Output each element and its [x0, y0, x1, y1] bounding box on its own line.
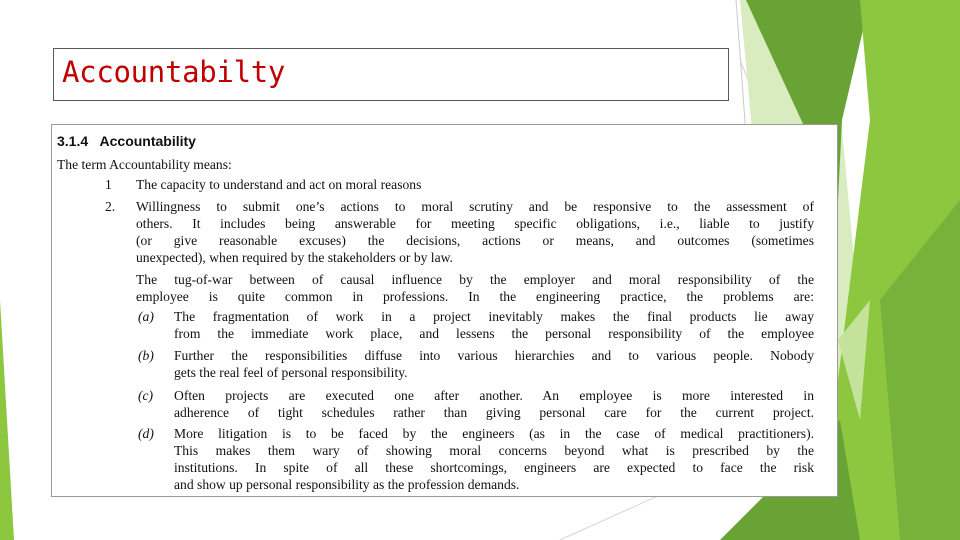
definition-line: Willingness to submit one’s actions to moral scrutiny and be responsive to the assessment of	[136, 199, 814, 214]
problem-item	[174, 308, 814, 342]
problem-item	[174, 425, 814, 493]
problem-marker: (a)	[138, 309, 154, 324]
decor-line	[560, 495, 660, 540]
problem-item	[174, 387, 814, 421]
problem-item	[174, 347, 814, 381]
slide-title: Accountabilty	[62, 55, 286, 89]
definition-item	[136, 176, 816, 193]
paragraph-line: The tug-of-war between of causal influence by the employer and moral responsibility of the	[136, 272, 814, 287]
definition-marker: 1	[105, 177, 112, 192]
definition-line: unexpected), when required by the stakeholders or by law.	[136, 250, 453, 265]
problem-line: Often projects are executed one after another. An employee is more interested in	[174, 388, 814, 403]
problem-line: from the immediate work place, and lessens the personal responsibility of the employee	[174, 326, 814, 341]
problem-line: Further the responsibilities diffuse into various hierarchies and to various people. Nobody	[174, 348, 814, 363]
problem-marker: (c)	[138, 388, 154, 403]
problem-marker: (b)	[138, 348, 154, 363]
problem-line: This makes them wary of showing moral concerns beyond what is prescribed by the	[174, 443, 814, 458]
document-excerpt	[51, 124, 838, 497]
definition-line: (or give reasonable excuses) the decisions, actions or means, and outcomes (sometimes	[136, 233, 814, 248]
section-title: Accountability	[99, 133, 196, 149]
definition-marker: 2.	[105, 199, 116, 214]
paragraph-line: employee is quite common in professions. In the engineering practice, the problems are:	[136, 289, 814, 304]
title-box	[53, 48, 729, 101]
problem-line: adherence of tight schedules rather than giving personal care for the current project.	[174, 405, 814, 420]
problem-line: institutions. In spite of all these shortcomings, engineers are expected to face the risk	[174, 460, 814, 475]
problem-line: The fragmentation of work in a project inevitably makes the final products lie away	[174, 309, 814, 324]
left-accent-shape	[0, 300, 14, 540]
problem-line: gets the real feel of personal responsibility.	[174, 365, 408, 380]
problem-line: and show up personal responsibility as the profession demands.	[174, 477, 520, 492]
problem-line: More litigation is to be faced by the engineers (as in the case of medical practitioners).	[174, 426, 814, 441]
definition-line: The capacity to understand and act on moral reasons	[136, 177, 422, 192]
intro-text: The term Accountability means:	[57, 157, 232, 172]
definition-line: others. It includes being answerable for meeting specific obligations, i.e., liable to justify	[136, 216, 814, 231]
section-number: 3.1.4	[57, 133, 89, 149]
problem-marker: (d)	[138, 426, 154, 441]
definition-item	[136, 198, 814, 266]
paragraph	[136, 271, 814, 305]
section-heading	[57, 133, 196, 149]
